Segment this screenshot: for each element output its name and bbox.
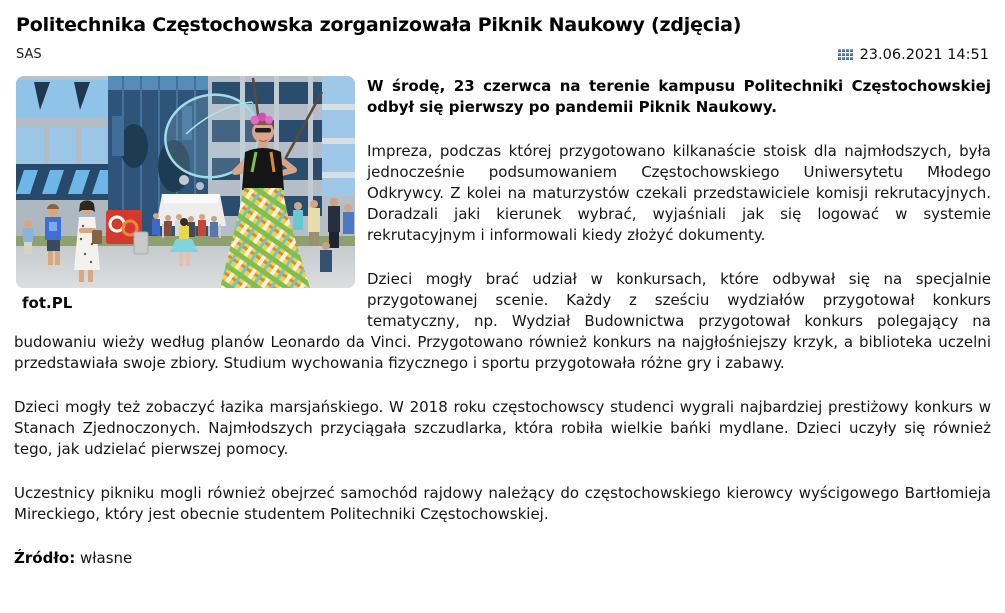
grid-dot [846,57,849,60]
source-label: Źródło: [14,548,76,567]
event-photo-illustration [16,76,355,288]
author: SAS [16,47,42,63]
grid-dot [842,57,845,60]
source-value: własne [79,548,133,567]
paragraph: Dzieci mogły też zobaczyć łazika marsjańskiego. W 2018 roku częstochowscy studenci wygrali najbardziej prestiżowy konkurs w Stanach Zjednoczonych. Najmłodszych przyciągała szczudlarka, która robiła wielkie bańki mydlane. Dzieci uczyły się również tego, jak udzielać pierwszej pomocy. [14,397,991,458]
grid-dot [838,57,841,60]
publish-date-text: 23.06.2021 14:51 [859,46,989,63]
calendar-grid-icon [838,49,853,60]
trash-bin [134,232,148,254]
grid-dot [838,53,841,56]
source-line [14,548,991,569]
grid-dot [846,53,849,56]
article-meta [16,47,989,63]
publish-date [838,47,989,63]
paragraph: Impreza, podczas której przygotowano kilkanaście stoisk dla najmłodszych, była jednocześnie podsumowaniem Częstochowskiego Uniwersytetu Młodego Odkrywcy. Z kolei na maturzystów czekali przedstawiciele komisji rekrutacyjnych. Doradzali jaki kierunek wybrać, wyjaśniali jak się logować w systemie rekrutacyjnym i informowali kiedy złożyć dokumenty. [367,141,991,244]
article-photo[interactable] [16,76,355,288]
lead-paragraph: W środę, 23 czerwca na terenie kampusu Politechniki Częstochowskiej odbył się pierwszy po pandemii Piknik Naukowy. [367,76,991,116]
grid-dot [842,49,845,52]
grid-dot [838,49,841,52]
paragraph: Dzieci mogły brać udział w konkursach, które odbywał się na specjalnie przygotowanej scenie. Każdy z sześciu wydziałów przygotował konkurs tematyczny, np. Wydział Budownictwa przygotował konkurs polegający na budowaniu wieży według planów Leonardo da Vinci. Przygotowano również konkurs na najgłośniejszy krzyk, a biblioteka uczelni przedstawiała swoje zbiory. Studium wychowania fizycznego i sportu przygotowała różne gry i zabawy. [14,269,991,372]
article-photo-figure [16,76,355,314]
grid-dot [850,57,853,60]
grid-dot [842,53,845,56]
paragraph: Uczestnicy pikniku mogli również obejrzeć samochód rajdowy należący do częstochowskiego kierowcy wyścigowego Bartłomieja Mireckiego, który jest obecnie studentem Politechniki Częstochowskiej. [14,483,991,523]
grid-dot [850,53,853,56]
photo-caption: fot.PL [22,293,73,312]
grid-dot [850,49,853,52]
kid-far-left [23,220,33,254]
article-body [14,76,991,569]
page-title: Politechnika Częstochowska zorganizowała Piknik Naukowy (zdjęcia) [16,14,742,36]
grid-dot [846,49,849,52]
